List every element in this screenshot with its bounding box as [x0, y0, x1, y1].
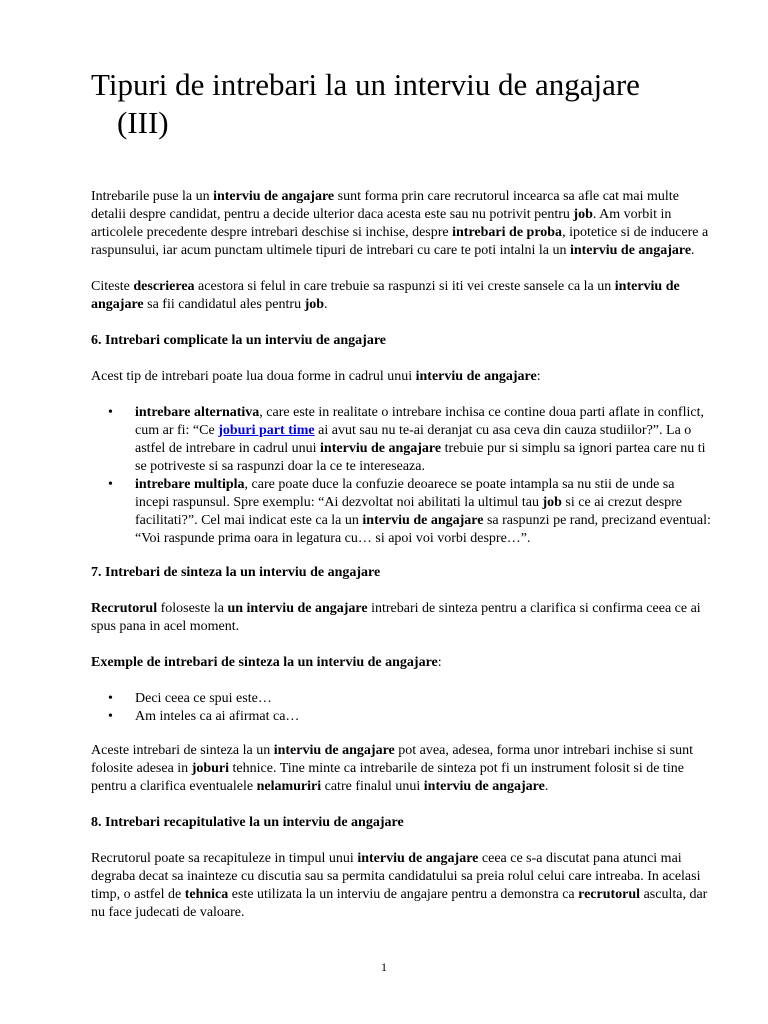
- section-8-heading: 8. Intrebari recapitulative la un interviu de angajare: [91, 815, 404, 830]
- examples-list: [91, 690, 711, 726]
- examples-heading: Exemple de intrebari de sinteza la un interviu de angajare:: [91, 655, 442, 670]
- title-line-1: Tipuri de intrebari la un interviu de angajare: [91, 67, 640, 102]
- section-6-heading: 6. Intrebari complicate la un interviu de angajare: [91, 333, 387, 348]
- title-line-2: (III): [117, 105, 169, 140]
- list-item: • intrebare multipla, care poate duce la confuzie deoarece se poate intampla sa nu stii de unde sa incepi raspunsul. Spre exemplu: “Ai dezvoltat noi abilitati la ultimul tau job si ce ai crezut despre facilitati?”. Cel mai indicat este ca la un interviu de angajare sa raspunzi pe rand, precizand eventual: “Voi raspunde prima oara in legatura cu… si apoi voi vorbi despre…”.: [135, 476, 711, 548]
- page-title: [91, 66, 711, 142]
- section-8-paragraph: Recrutorul poate sa recapituleze in timpul unui interviu de angajare ceea ce s-a discutat pana atunci mai degraba decat sa inainteze cu discutia sau sa permita candidatului sa preia rolul celui care intreaba. In acelasi timp, o astfel de tehnica este utilizata la un interviu de angajare pentru a demonstra ca recrutorul asculta, dar nu face judecati de valoare.: [91, 851, 708, 920]
- section-7-heading: 7. Intrebari de sinteza la un interviu de angajare: [91, 565, 381, 580]
- document-body: [91, 188, 711, 940]
- intro-paragraph: Intrebarile puse la un interviu de angajare sunt forma prin care recrutorul incearca sa afle cat mai multe detalii despre candidat, pentru a decide ulterior daca acesta este sau nu potrivit pentru job. Am vorbit in articolele precedente despre intrebari deschise si inchise, despre intrebari de proba, ipotetice si de inducere a raspunsului, iar acum punctam ultimele tipuri de intrebari cu care te poti intalni la un interviu de angajare.: [91, 189, 709, 258]
- list-item: • Deci ceea ce spui este…: [135, 690, 711, 708]
- part-time-jobs-link[interactable]: joburi part time: [218, 423, 315, 438]
- section-7-paragraph-2: Aceste intrebari de sinteza la un interviu de angajare pot avea, adesea, forma unor intrebari inchise si sunt folosite adesea in joburi tehnice. Tine minte ca intrebarile de sinteza pot fi un instrument folosit si de tine pentru a clarifica eventualele nelamuriri catre finalul unui interviu de angajare.: [91, 743, 693, 794]
- list-item: • intrebare alternativa, care este in realitate o intrebare inchisa ce contine doua parti aflate in conflict, cum ar fi: “Ce joburi part time ai avut sau nu te-ai deranjat cu asa ceva din cauza studiilor?”. La o astfel de intrebare in cadrul unui interviu de angajare trebuie pur si simplu sa ignori partea care nu ti se potriveste si sa raspunzi doar la ce te intereseaza.: [135, 404, 711, 476]
- section-6-list: [91, 404, 711, 548]
- section-7-paragraph: Recrutorul foloseste la un interviu de angajare intrebari de sinteza pentru a clarifica si confirma ceea ce ai spus pana in acel moment.: [91, 601, 701, 634]
- second-paragraph: Citeste descrierea acestora si felul in care trebuie sa raspunzi si iti vei creste sansele ca la un interviu de angajare sa fii candidatul ales pentru job.: [91, 279, 680, 312]
- section-6-paragraph: Acest tip de intrebari poate lua doua forme in cadrul unui interviu de angajare:: [91, 369, 541, 384]
- list-item: • Am inteles ca ai afirmat ca…: [135, 708, 711, 726]
- page-number: 1: [381, 960, 387, 974]
